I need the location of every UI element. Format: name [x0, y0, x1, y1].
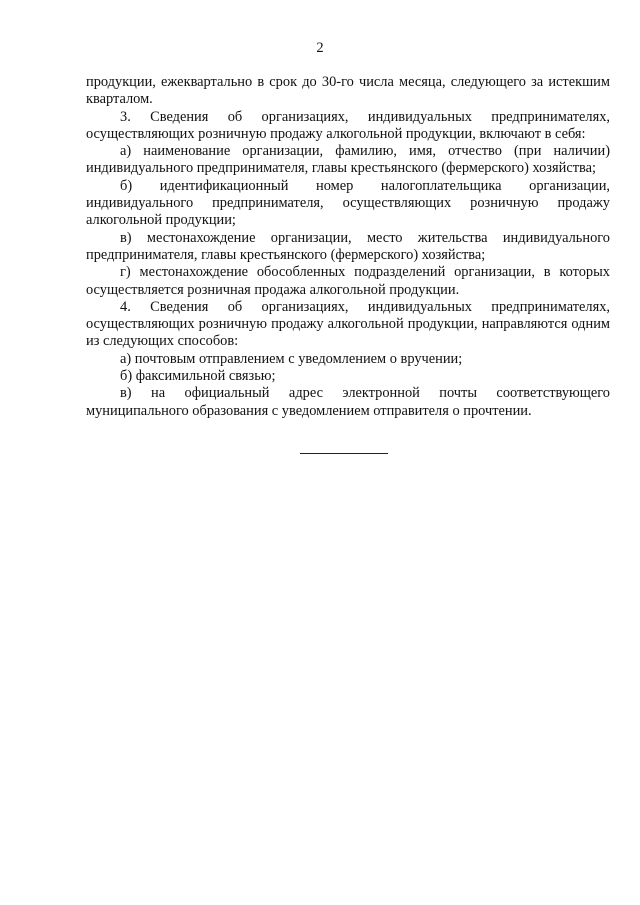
- paragraph-item-3a: а) наименование организации, фамилию, имя, отчество (при наличии) индивидуального предпринимателя, главы крестьянского (фермерского) хозяйства;: [86, 143, 610, 177]
- paragraph-item-4v: в) на официальный адрес электронной почты соответствующего муниципального образования с уведомлением отправителя о прочтении.: [86, 385, 610, 419]
- paragraph-item-4: 4. Сведения об организациях, индивидуальных предпринимателях, осуществляющих розничную продажу алкогольной продукции, направляются одним из следующих способов:: [86, 298, 610, 350]
- end-separator-line: [300, 453, 388, 454]
- document-body: [86, 74, 610, 420]
- paragraph-item-3b: б) идентификационный номер налогоплательщика организации, индивидуального предпринимателя, осуществляющих розничную продажу алкогольной продукции;: [86, 177, 610, 229]
- paragraph-continuation: продукции, ежеквартально в срок до 30-го числа месяца, следующего за истекшим кварталом.: [86, 74, 610, 108]
- paragraph-item-3g: г) местонахождение обособленных подразделений организации, в которых осуществляется розничная продажа алкогольной продукции.: [86, 264, 610, 298]
- page-number: 2: [316, 40, 324, 56]
- paragraph-item-4b: б) факсимильной связью;: [120, 368, 276, 385]
- paragraph-item-3v: в) местонахождение организации, место жительства индивидуального предпринимателя, главы крестьянского (фермерского) хозяйства;: [86, 229, 610, 263]
- paragraph-item-4a: а) почтовым отправлением с уведомлением о вручении;: [120, 350, 463, 367]
- paragraph-item-3: 3. Сведения об организациях, индивидуальных предпринимателях, осуществляющих розничную продажу алкогольной продукции, включают в себя:: [86, 108, 610, 142]
